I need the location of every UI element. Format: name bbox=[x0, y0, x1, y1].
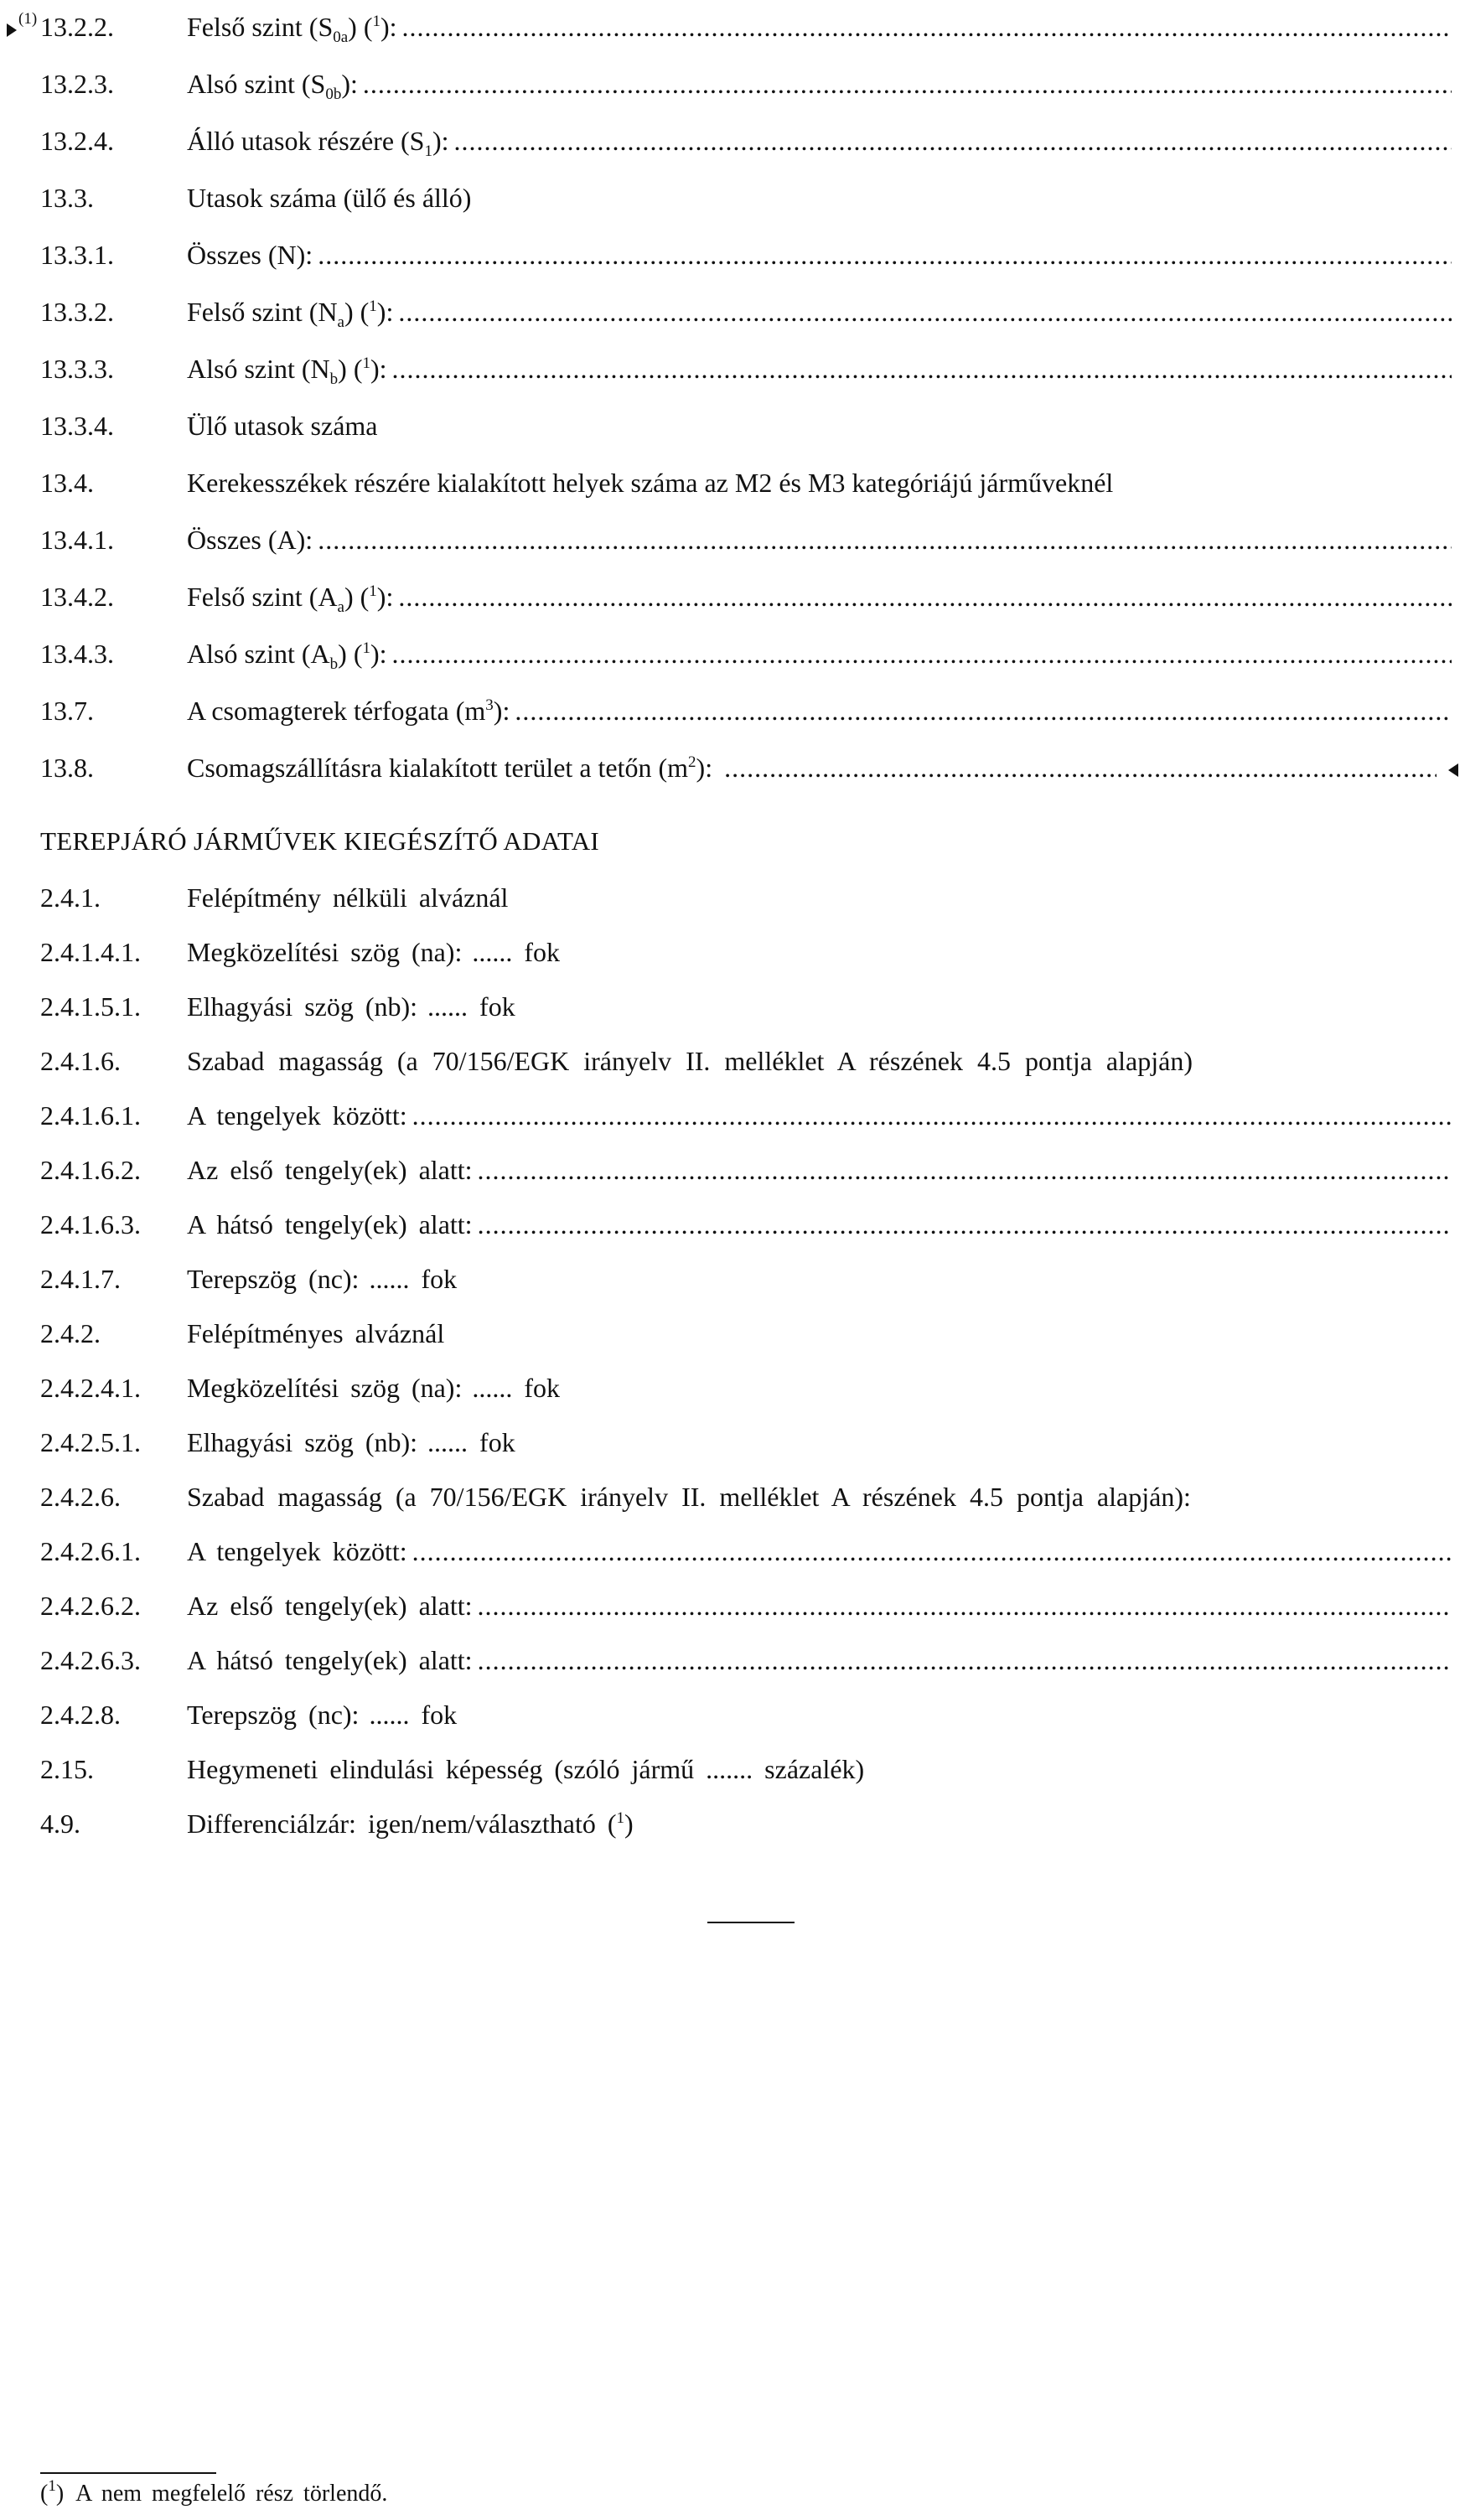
field-row bbox=[40, 1700, 1452, 1736]
item-label: Terepszög (nc): bbox=[187, 1264, 360, 1294]
item-label: Szabad magasság (a 70/156/EGK irányelv II. melléklet A részének 4.5 pontja alapján) bbox=[187, 1046, 1193, 1076]
item-number: 13.3. bbox=[40, 183, 94, 213]
field-row bbox=[40, 411, 1452, 448]
item-label: Álló utasok részére $(S_1)$: bbox=[187, 126, 449, 160]
item-label: Elhagyási szög (nb): bbox=[187, 991, 418, 1022]
field-row bbox=[40, 1373, 1452, 1410]
item-number: 2.4.2.6.2. bbox=[40, 1591, 141, 1621]
unit-fill: ...... fok bbox=[369, 1700, 458, 1730]
item-label: Hegymeneti elindulási képesség (szóló jármű ....... százalék) bbox=[187, 1754, 865, 1784]
item-number: 2.4.2.8. bbox=[40, 1700, 121, 1730]
item-number: 13.2.3. bbox=[40, 69, 114, 99]
item-label: Megközelítési szög (na): bbox=[187, 937, 463, 967]
item-number: 13.2.2. bbox=[40, 12, 114, 42]
fill-in-dots bbox=[478, 1155, 1452, 1186]
triangle-left-icon bbox=[1448, 763, 1458, 777]
fill-in-dots bbox=[412, 1100, 1452, 1131]
field-row bbox=[40, 753, 1458, 789]
field-row bbox=[40, 582, 1452, 618]
fill-in-dots bbox=[724, 753, 1437, 784]
item-number: 13.4. bbox=[40, 468, 94, 498]
item-number: 13.8. bbox=[40, 753, 94, 783]
item-label: Felső szint $(A_a)$ ($^1$): bbox=[187, 582, 394, 616]
field-row bbox=[40, 937, 1452, 974]
field-row bbox=[40, 1754, 1452, 1791]
item-label: Összes (A): bbox=[187, 525, 313, 555]
item-number: 13.3.4. bbox=[40, 411, 114, 441]
field-row bbox=[40, 183, 1452, 220]
field-row bbox=[40, 1427, 1452, 1464]
item-number: 2.4.2.6.1. bbox=[40, 1536, 141, 1566]
item-label: A csomagterek térfogata $(m^3)$: bbox=[187, 696, 510, 726]
field-row bbox=[40, 240, 1452, 277]
fill-in-dots bbox=[318, 525, 1452, 556]
item-number: 13.3.3. bbox=[40, 354, 114, 384]
field-row bbox=[40, 126, 1452, 163]
item-label: A tengelyek között: bbox=[187, 1536, 407, 1566]
item-label: Elhagyási szög (nb): bbox=[187, 1427, 418, 1457]
item-number: 13.4.2. bbox=[40, 582, 114, 612]
item-number: 2.4.2.6. bbox=[40, 1482, 121, 1512]
item-label: A tengelyek között: bbox=[187, 1100, 407, 1131]
item-label: Ülő utasok száma bbox=[187, 411, 378, 441]
item-number: 2.4.2. bbox=[40, 1318, 101, 1348]
section-divider bbox=[707, 1922, 795, 1923]
section-heading: TEREPJÁRÓ JÁRMŰVEK KIEGÉSZÍTŐ ADATAI bbox=[40, 826, 600, 856]
fill-in-dots bbox=[363, 69, 1452, 100]
item-number: 2.4.2.4.1. bbox=[40, 1373, 141, 1403]
item-number: 2.4.1.7. bbox=[40, 1264, 121, 1294]
footnote: ($^1$) A nem megfelelő rész törlendő. bbox=[40, 2477, 388, 2507]
field-row bbox=[40, 69, 1452, 106]
fill-in-dots bbox=[398, 582, 1452, 613]
fill-in-dots bbox=[318, 240, 1452, 271]
field-row bbox=[40, 639, 1452, 675]
item-number: 2.4.1.6.3. bbox=[40, 1209, 141, 1239]
item-label: Alsó szint $(A_b)$ ($^1$): bbox=[187, 639, 387, 673]
field-row bbox=[40, 1264, 1452, 1301]
item-number: 13.2.4. bbox=[40, 126, 114, 156]
field-row bbox=[40, 1209, 1452, 1246]
fill-in-dots bbox=[412, 1536, 1452, 1567]
fill-in-dots bbox=[392, 354, 1452, 385]
field-row bbox=[40, 354, 1452, 391]
item-label: Összes (N): bbox=[187, 240, 313, 270]
footnote-text: A nem megfelelő rész törlendő. bbox=[75, 2481, 388, 2507]
item-number: 4.9. bbox=[40, 1809, 80, 1839]
field-row bbox=[40, 297, 1452, 334]
unit-fill: ...... fok bbox=[427, 1427, 515, 1457]
item-label: Felépítményes alváznál bbox=[187, 1318, 445, 1348]
fill-in-dots bbox=[402, 12, 1452, 43]
item-number: 13.4.3. bbox=[40, 639, 114, 669]
field-row bbox=[40, 1155, 1452, 1192]
fill-in-dots bbox=[515, 696, 1452, 727]
field-row bbox=[40, 991, 1452, 1028]
item-number: 2.4.1.6.1. bbox=[40, 1100, 141, 1131]
unit-fill: ...... fok bbox=[472, 1373, 560, 1403]
field-row bbox=[40, 12, 1452, 49]
unit-fill: ...... fok bbox=[472, 937, 560, 967]
item-label: Felső szint $(S_{0a})$ ($^1$): bbox=[187, 12, 397, 46]
unit-fill: ...... fok bbox=[427, 991, 515, 1022]
item-label: Szabad magasság (a 70/156/EGK irányelv II. melléklet A részének 4.5 pontja alapján): bbox=[187, 1482, 1191, 1512]
footnote-rule bbox=[40, 2472, 216, 2474]
field-row bbox=[40, 1100, 1452, 1137]
fill-in-dots bbox=[392, 639, 1452, 670]
item-number: 13.3.2. bbox=[40, 297, 114, 327]
item-label: Felső szint $(N_a)$ ($^1$): bbox=[187, 297, 394, 331]
fill-in-dots bbox=[478, 1209, 1452, 1240]
fill-in-dots bbox=[478, 1645, 1452, 1676]
item-number: 13.4.1. bbox=[40, 525, 114, 555]
field-row bbox=[40, 882, 1452, 919]
item-label: Megközelítési szög (na): bbox=[187, 1373, 463, 1403]
item-label: Csomagszállításra kialakított terület a tetőn $(m^2)$: bbox=[187, 753, 713, 783]
item-number: 2.4.2.6.3. bbox=[40, 1645, 141, 1675]
item-number: 13.3.1. bbox=[40, 240, 114, 270]
item-label: Alsó szint $(S_{0b})$: bbox=[187, 69, 358, 103]
item-label: Utasok száma (ülő és álló) bbox=[187, 183, 472, 213]
field-row bbox=[40, 468, 1452, 505]
amendment-marker-label: (1) bbox=[18, 10, 38, 28]
item-number: 2.4.1.5.1. bbox=[40, 991, 141, 1022]
field-row bbox=[40, 525, 1452, 561]
footnote-mark: 1 bbox=[48, 2477, 56, 2495]
field-row bbox=[40, 1536, 1452, 1573]
unit-fill: ...... fok bbox=[369, 1264, 458, 1294]
item-number: 2.4.1.6.2. bbox=[40, 1155, 141, 1185]
item-label: Kerekesszékek részére kialakított helyek száma az M2 és M3 kategóriájú járműveknél bbox=[187, 468, 1114, 498]
item-number: 2.4.1.4.1. bbox=[40, 937, 141, 967]
item-label: Felépítmény nélküli alváznál bbox=[187, 882, 509, 913]
item-label: Az első tengely(ek) alatt: bbox=[187, 1155, 473, 1185]
item-label: A hátsó tengely(ek) alatt: bbox=[187, 1645, 473, 1675]
item-label: Az első tengely(ek) alatt: bbox=[187, 1591, 473, 1621]
field-row bbox=[40, 1318, 1452, 1355]
item-label: Alsó szint $(N_b)$ ($^1$): bbox=[187, 354, 387, 388]
item-label: Terepszög (nc): bbox=[187, 1700, 360, 1730]
field-row bbox=[40, 1046, 1452, 1083]
item-number: 2.4.1. bbox=[40, 882, 101, 913]
fill-in-dots bbox=[478, 1591, 1452, 1622]
item-number: 2.4.1.6. bbox=[40, 1046, 121, 1076]
field-row bbox=[40, 1591, 1452, 1627]
amendment-start-marker bbox=[7, 10, 37, 44]
fill-in-dots bbox=[454, 126, 1452, 157]
field-row bbox=[40, 1645, 1452, 1682]
field-row bbox=[40, 696, 1452, 732]
item-number: 13.7. bbox=[40, 696, 94, 726]
fill-in-dots bbox=[398, 297, 1452, 328]
item-label: A hátsó tengely(ek) alatt: bbox=[187, 1209, 473, 1239]
field-row bbox=[40, 1809, 1452, 1845]
item-number: 2.4.2.5.1. bbox=[40, 1427, 141, 1457]
field-row bbox=[40, 1482, 1452, 1519]
item-label: Differenciálzár: igen/nem/választható ($^1$) bbox=[187, 1809, 634, 1839]
item-number: 2.15. bbox=[40, 1754, 94, 1784]
triangle-right-icon bbox=[7, 23, 17, 37]
